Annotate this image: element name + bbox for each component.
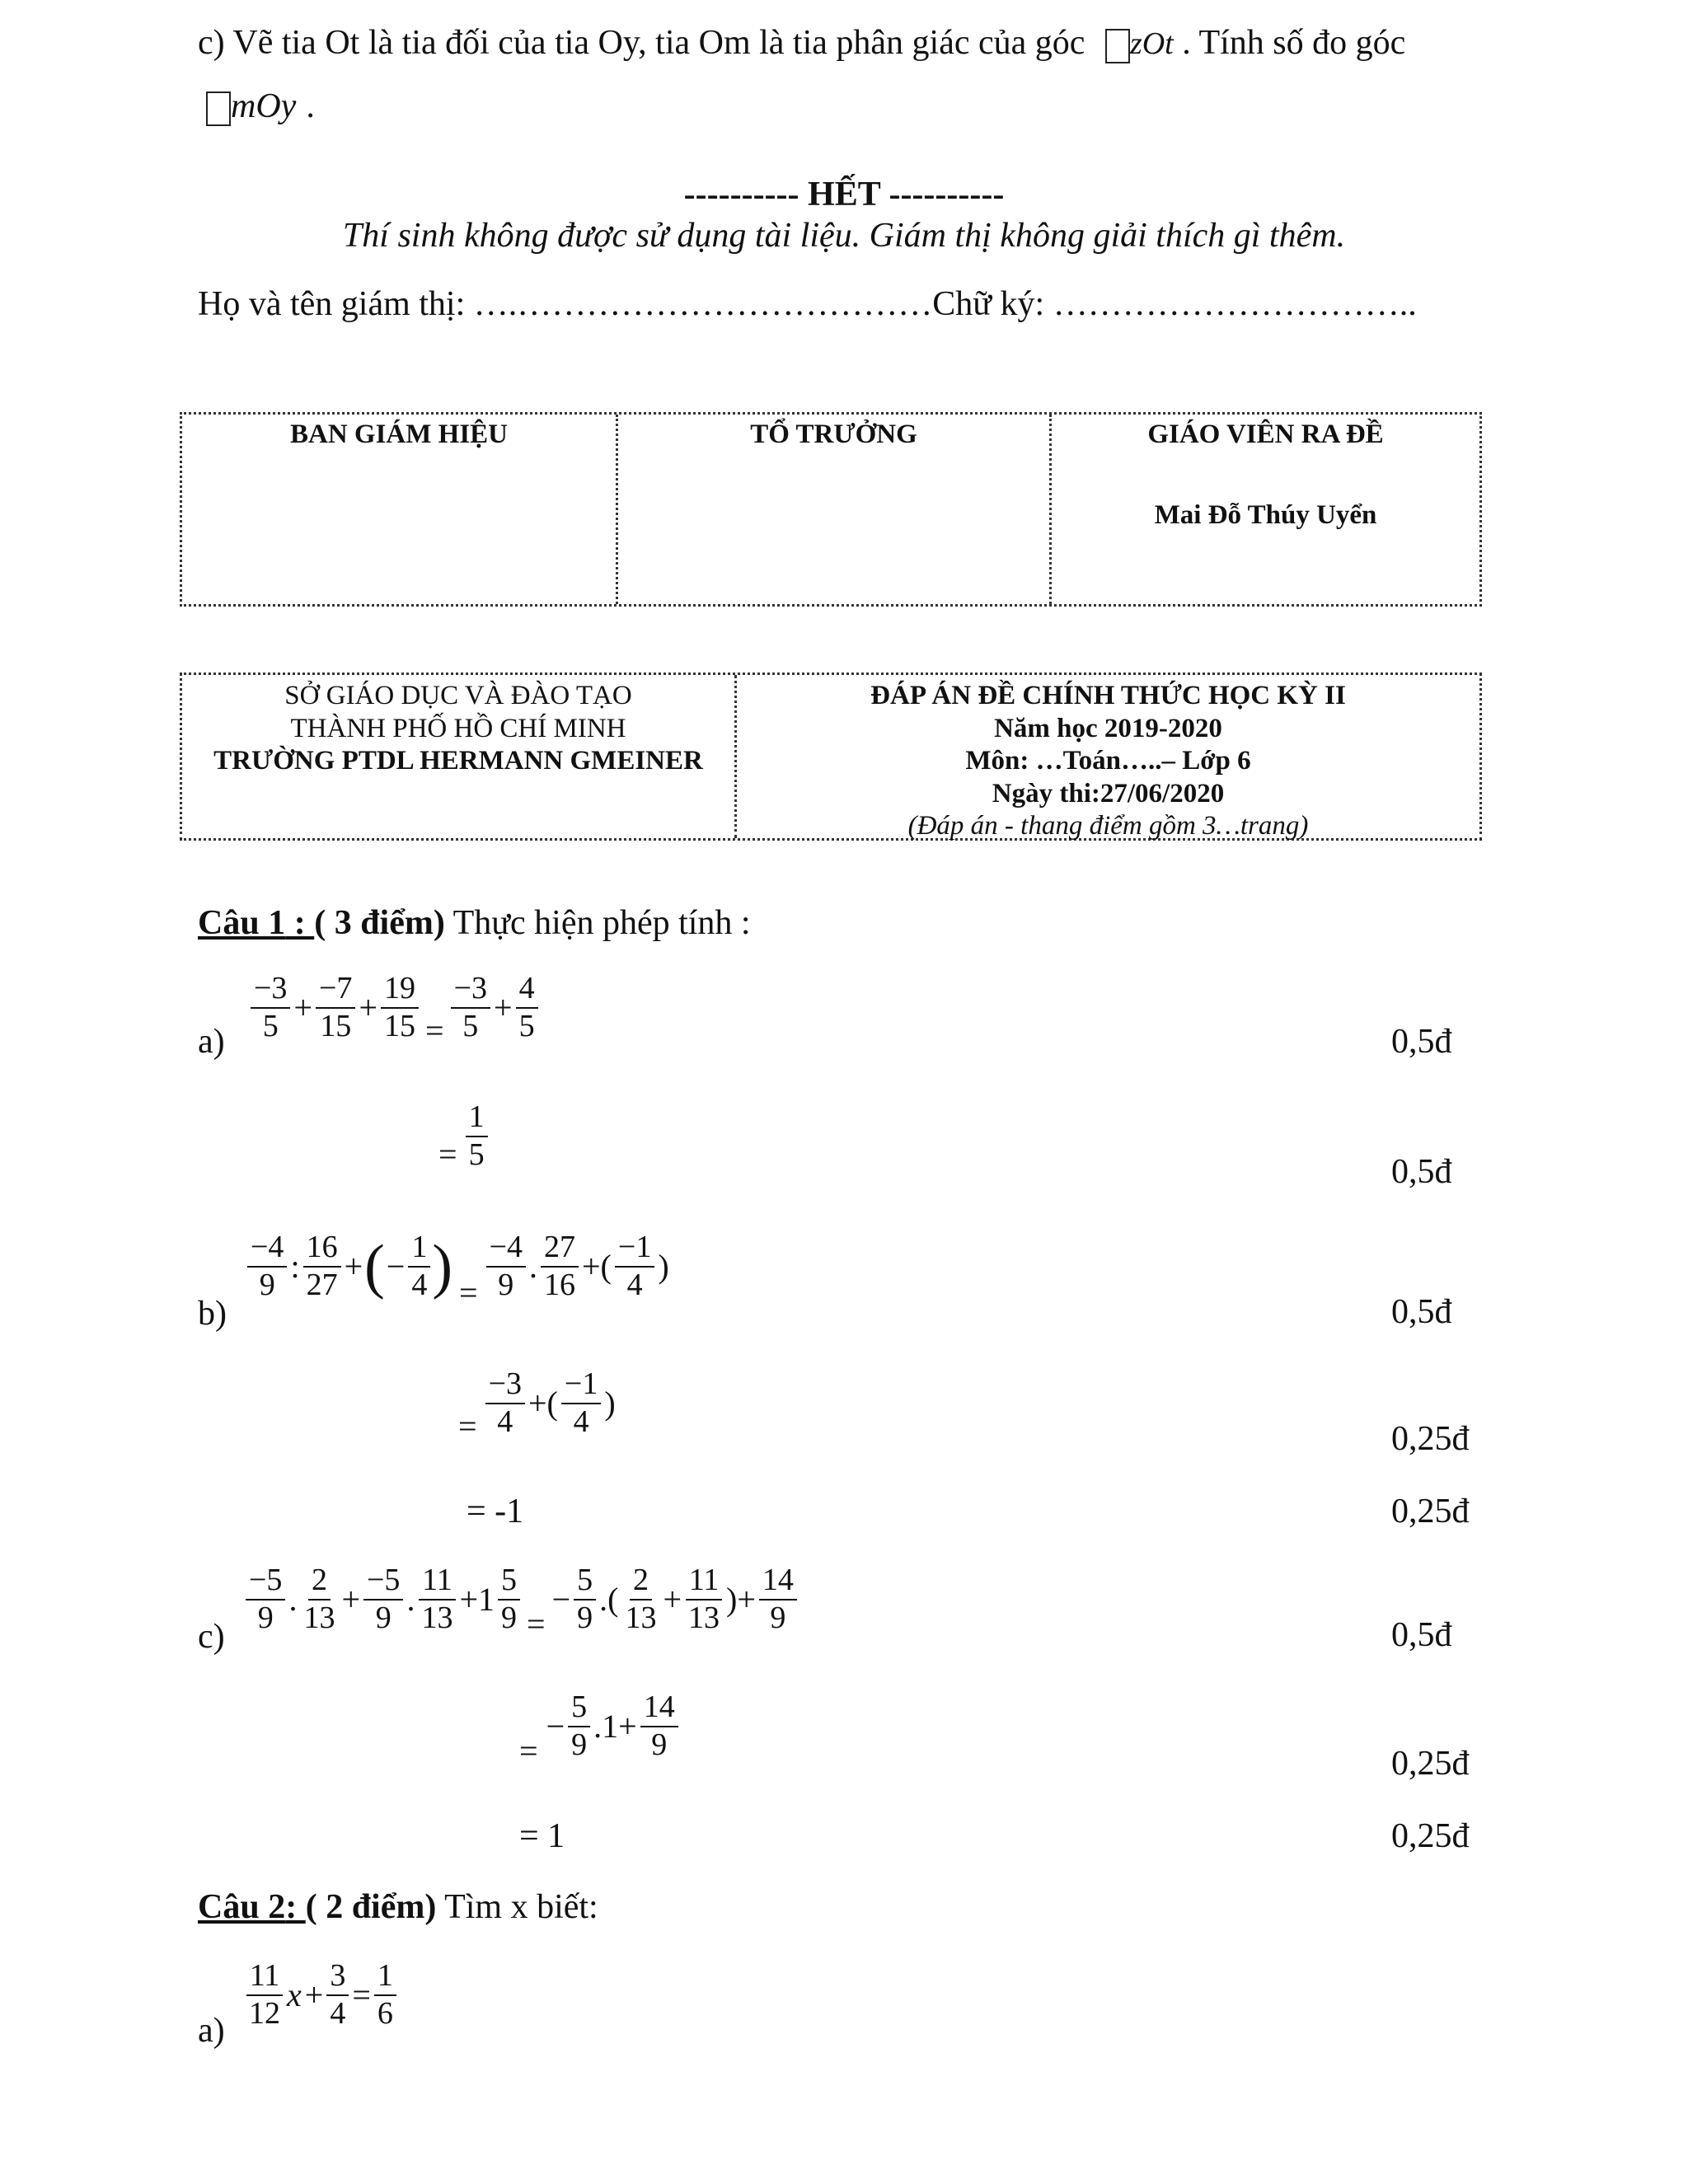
dept-name: SỞ GIÁO DỤC VÀ ĐÀO TẠO bbox=[284, 681, 632, 710]
proctor-line: Họ và tên giám thị: ….………………………………Chữ ký: ………………………….. bbox=[198, 285, 1417, 323]
question-points: ( 2 điểm) bbox=[305, 1888, 437, 1926]
teacher-name: Mai Đỗ Thúy Uyển bbox=[1154, 499, 1377, 530]
question-task: Tìm x biết: bbox=[436, 1888, 598, 1926]
score-1b-2: 0,25đ bbox=[1391, 1420, 1470, 1458]
signature-cell-head bbox=[616, 415, 1049, 604]
exam-note: Thí sinh không được sử dụng tài liệu. Giám thị không giải thích gì thêm. bbox=[342, 217, 1346, 255]
page-note: (Đáp án - thang điểm gồm 3…trang) bbox=[907, 811, 1309, 841]
expr-1c-step: =− $\frac{5}{9}$ .1+ $\frac{14}{9}$ bbox=[518, 1691, 680, 1762]
signature-table bbox=[180, 412, 1482, 607]
expr-1a-result: = $\frac{1}{5}$ bbox=[437, 1101, 490, 1172]
school-name: TRƯỜNG PTDL HERMANN GMEINER bbox=[213, 746, 703, 776]
question-1-heading: Câu 1 : ( 3 điểm) Thực hiện phép tính : bbox=[198, 904, 751, 942]
question-title: Câu 1 bbox=[198, 904, 286, 942]
question-title: Câu 2 bbox=[198, 1888, 286, 1926]
answer-header-table bbox=[180, 673, 1482, 841]
score-1c-2: 0,25đ bbox=[1391, 1745, 1470, 1783]
angle-moy-label: mOy . bbox=[206, 87, 315, 126]
expr-1c-final: = 1 bbox=[519, 1817, 565, 1855]
score-1c-3: 0,25đ bbox=[1391, 1817, 1470, 1855]
signature-cell-teacher bbox=[1049, 415, 1479, 604]
school-year: Năm học 2019-2020 bbox=[994, 713, 1222, 743]
angle-zot-label: zOt bbox=[1105, 26, 1174, 61]
signature-heading: BAN GIÁM HIỆU bbox=[289, 419, 509, 449]
part-b-label: b) bbox=[198, 1295, 227, 1333]
end-mark: ---------- HẾT ---------- bbox=[683, 176, 1005, 213]
expr-1c: $\frac{-5}{9}$ . $\frac{2}{13}$ + $\frac{-5}{9}$ . $\frac{11}{13}$ +1 $\frac{5}{9}$ =− $\frac{5}{9}$ .( $\frac{2}{13}$ + $\frac{11}{13}$ )+ $\frac{14}{9}$ bbox=[244, 1564, 799, 1635]
score-1b-3: 0,25đ bbox=[1391, 1493, 1470, 1530]
subject: Môn: …Toán…..– Lớp 6 bbox=[965, 746, 1251, 776]
signature-heading: GIÁO VIÊN RA ĐỀ bbox=[1147, 419, 1384, 449]
problem-c-text: c) Vẽ tia Ot là tia đối của tia Oy, tia Om là tia phân giác của góc bbox=[198, 24, 1085, 62]
expr-1b: $\frac{-4}{9}$ : $\frac{16}{27}$ +(− $\frac{1}{4}$ ) = $\frac{-4}{9}$ . $\frac{27}{16}$ +( $\frac{-1}{4}$ ) bbox=[246, 1231, 671, 1302]
missing-glyph-icon bbox=[1105, 29, 1130, 63]
problem-c-text-2: . Tính số đo góc bbox=[1182, 24, 1406, 62]
question-task: Thực hiện phép tính : bbox=[444, 904, 751, 942]
expr-1b-final: = -1 bbox=[467, 1493, 524, 1530]
school-cell bbox=[182, 675, 734, 838]
part-a-label: a) bbox=[198, 1023, 225, 1061]
problem-c-line bbox=[198, 23, 1405, 63]
exam-date: Ngày thi:27/06/2020 bbox=[992, 778, 1225, 808]
question-points: ( 3 điểm) bbox=[314, 904, 445, 942]
answer-title: ĐÁP ÁN ĐỀ CHÍNH THỨC HỌC KỲ II bbox=[870, 681, 1346, 710]
exam-info-cell bbox=[734, 675, 1479, 841]
question-2-heading: Câu 2: ( 2 điểm) Tìm x biết: bbox=[198, 1888, 598, 1926]
score-1a-2: 0,5đ bbox=[1391, 1153, 1452, 1191]
part-c-label: c) bbox=[198, 1618, 225, 1656]
result-numerator: 1 bbox=[466, 1101, 488, 1137]
expr-2a: $\frac{11}{12}$ x + $\frac{3}{4}$ = $\frac{1}{6}$ bbox=[244, 1960, 398, 2031]
signature-heading: TỔ TRƯỞNG bbox=[750, 419, 917, 449]
city-name: THÀNH PHỐ HỒ CHÍ MINH bbox=[290, 713, 626, 743]
expr-1b-step: = $\frac{-3}{4}$ +( $\frac{-1}{4}$ ) bbox=[458, 1366, 616, 1446]
score-1c-1: 0,5đ bbox=[1391, 1616, 1452, 1654]
expr-1a: $\frac{-3}{5}$ + $\frac{-7}{15}$ + $\frac{19}{15}$ = $\frac{-3}{5}$ + $\frac{4}{5}$ bbox=[249, 972, 540, 1043]
q2-part-a-label: a) bbox=[198, 2012, 225, 2050]
score-1b-1: 0,5đ bbox=[1391, 1293, 1452, 1331]
missing-glyph-icon bbox=[206, 91, 231, 126]
score-1a-1: 0,5đ bbox=[1391, 1023, 1452, 1061]
signature-cell-board bbox=[182, 415, 616, 604]
